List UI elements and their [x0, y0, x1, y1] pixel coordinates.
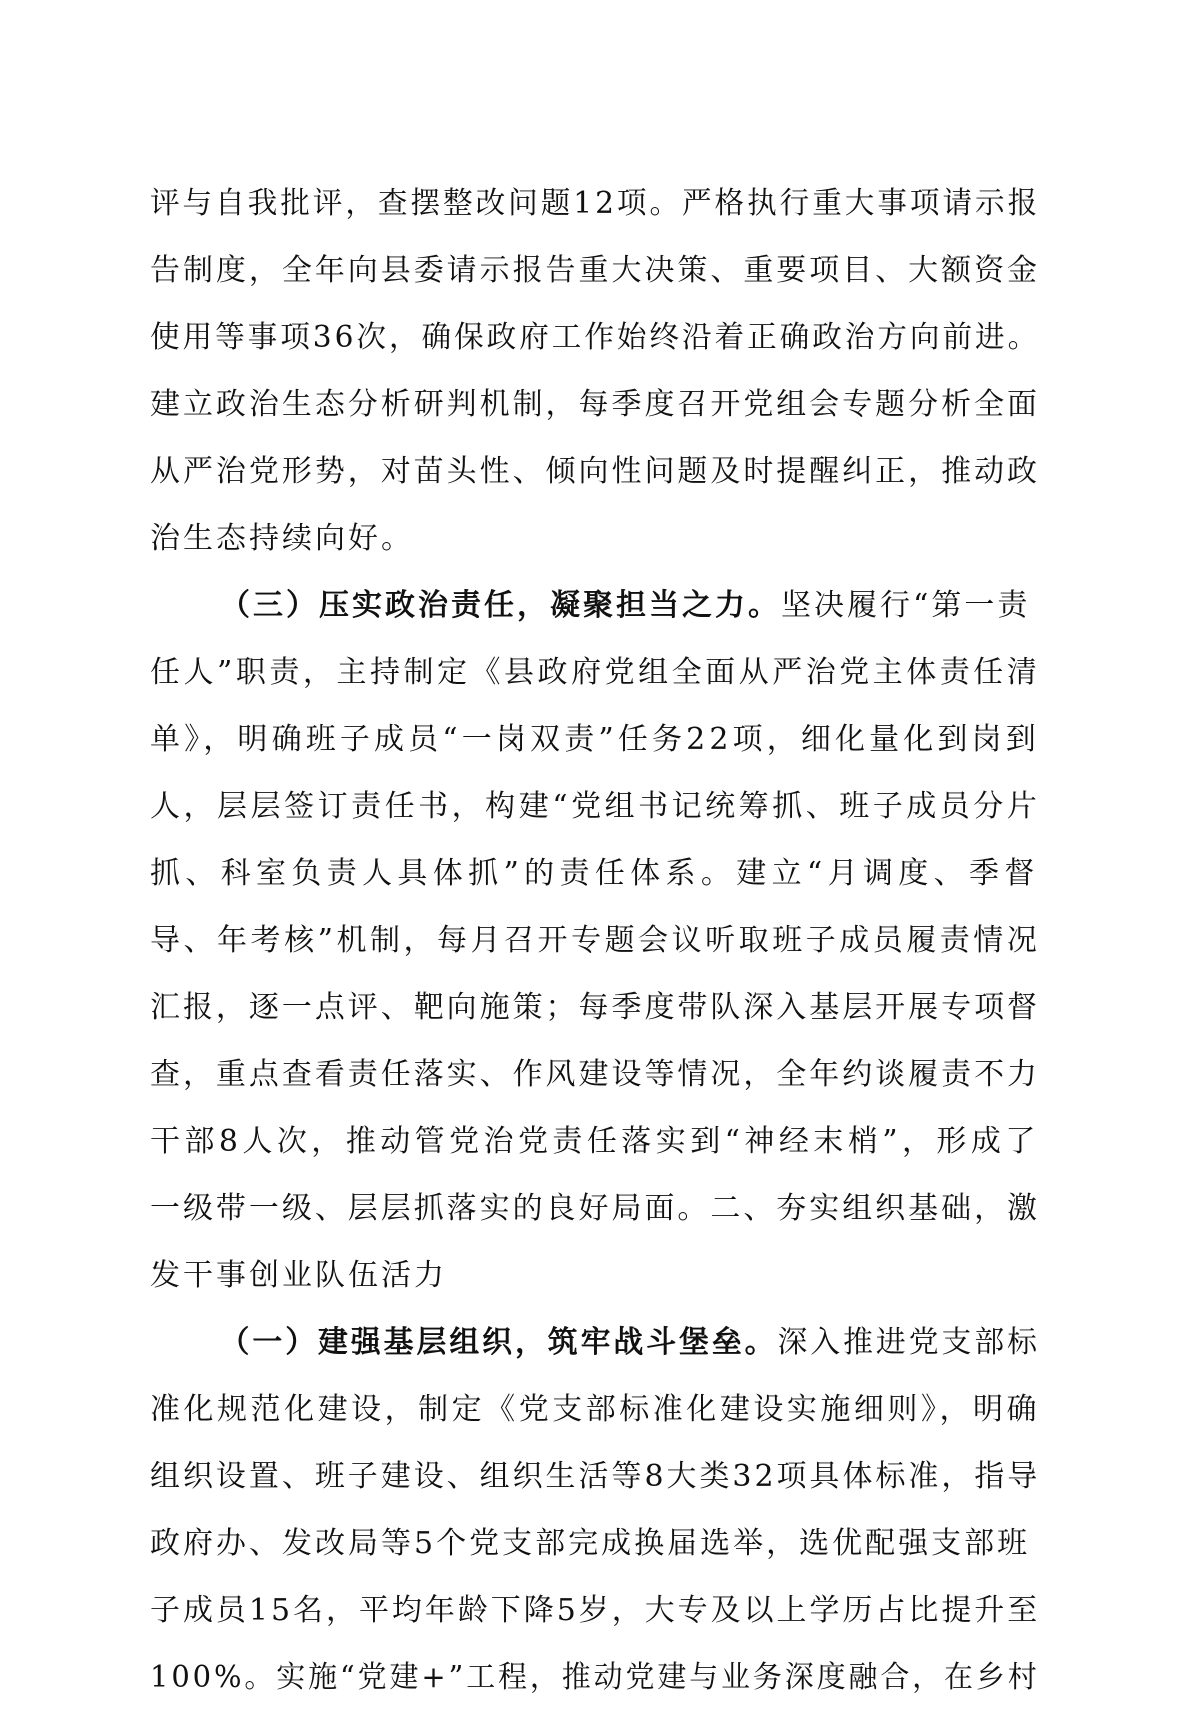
paragraph-first-line [150, 572, 1040, 639]
text-run: 坚决履行“第一责 [781, 588, 1031, 623]
text-line: 从严治党形势，对苗头性、倾向性问题及时提醒纠正，推动政 [150, 454, 1040, 489]
text-line: 100%。实施“党建+”工程，推动党建与业务深度融合，在乡村 [150, 1660, 1040, 1695]
document-body [150, 170, 1040, 1711]
text-line: 准化规范化建设，制定《党支部标准化建设实施细则》，明确 [150, 1392, 1040, 1427]
text-line: 治生态持续向好。 [150, 521, 414, 556]
text-line: 导、年考核”机制，每月召开专题会议听取班子成员履责情况 [150, 923, 1041, 958]
text-line: 使用等事项36次，确保政府工作始终沿着正确政治方向前进。 [150, 320, 1041, 355]
text-line: 发干事创业队伍活力 [150, 1258, 447, 1293]
text-line: 建立政治生态分析研判机制，每季度召开党组会专题分析全面 [150, 387, 1040, 422]
text-line: 告制度，全年向县委请示报告重大决策、重要项目、大额资金 [150, 253, 1040, 288]
text-line: 人，层层签订责任书，构建“党组书记统筹抓、班子成员分片 [150, 789, 1041, 824]
text-line: 评与自我批评，查摆整改问题12项。严格执行重大事项请示报 [150, 186, 1041, 221]
section-heading: （三）压实政治责任，凝聚担当之力。 [220, 588, 781, 623]
paragraph-first-line [150, 1309, 1040, 1376]
text-line: 单》，明确班子成员“一岗双责”任务22项，细化量化到岗到 [150, 722, 1040, 757]
text-line: 一级带一级、层层抓落实的良好局面。二、夯实组织基础，激 [150, 1191, 1040, 1226]
text-line: 政府办、发改局等5个党支部完成换届选举，选优配强支部班 [150, 1526, 1031, 1561]
text-line: 查，重点查看责任落实、作风建设等情况，全年约谈履责不力 [150, 1057, 1040, 1092]
text-line: 任人”职责，主持制定《县政府党组全面从严治党主体责任清 [150, 655, 1041, 690]
text-line: 抓、科室负责人具体抓”的责任体系。建立“月调度、季督 [150, 856, 1040, 891]
text-line: 汇报，逐一点评、靶向施策；每季度带队深入基层开展专项督 [150, 990, 1040, 1025]
text-line: 组织设置、班子建设、组织生活等8大类32项具体标准，指导 [150, 1459, 1041, 1494]
text-line: 干部8人次，推动管党治党责任落实到“神经末梢”，形成了 [150, 1124, 1040, 1159]
text-line: 子成员15名，平均年龄下降5岁，大专及以上学历占比提升至 [150, 1593, 1041, 1628]
section-heading: （一）建强基层组织，筑牢战斗堡垒。 [219, 1325, 778, 1360]
text-run: 深入推进党支部标 [777, 1325, 1040, 1360]
